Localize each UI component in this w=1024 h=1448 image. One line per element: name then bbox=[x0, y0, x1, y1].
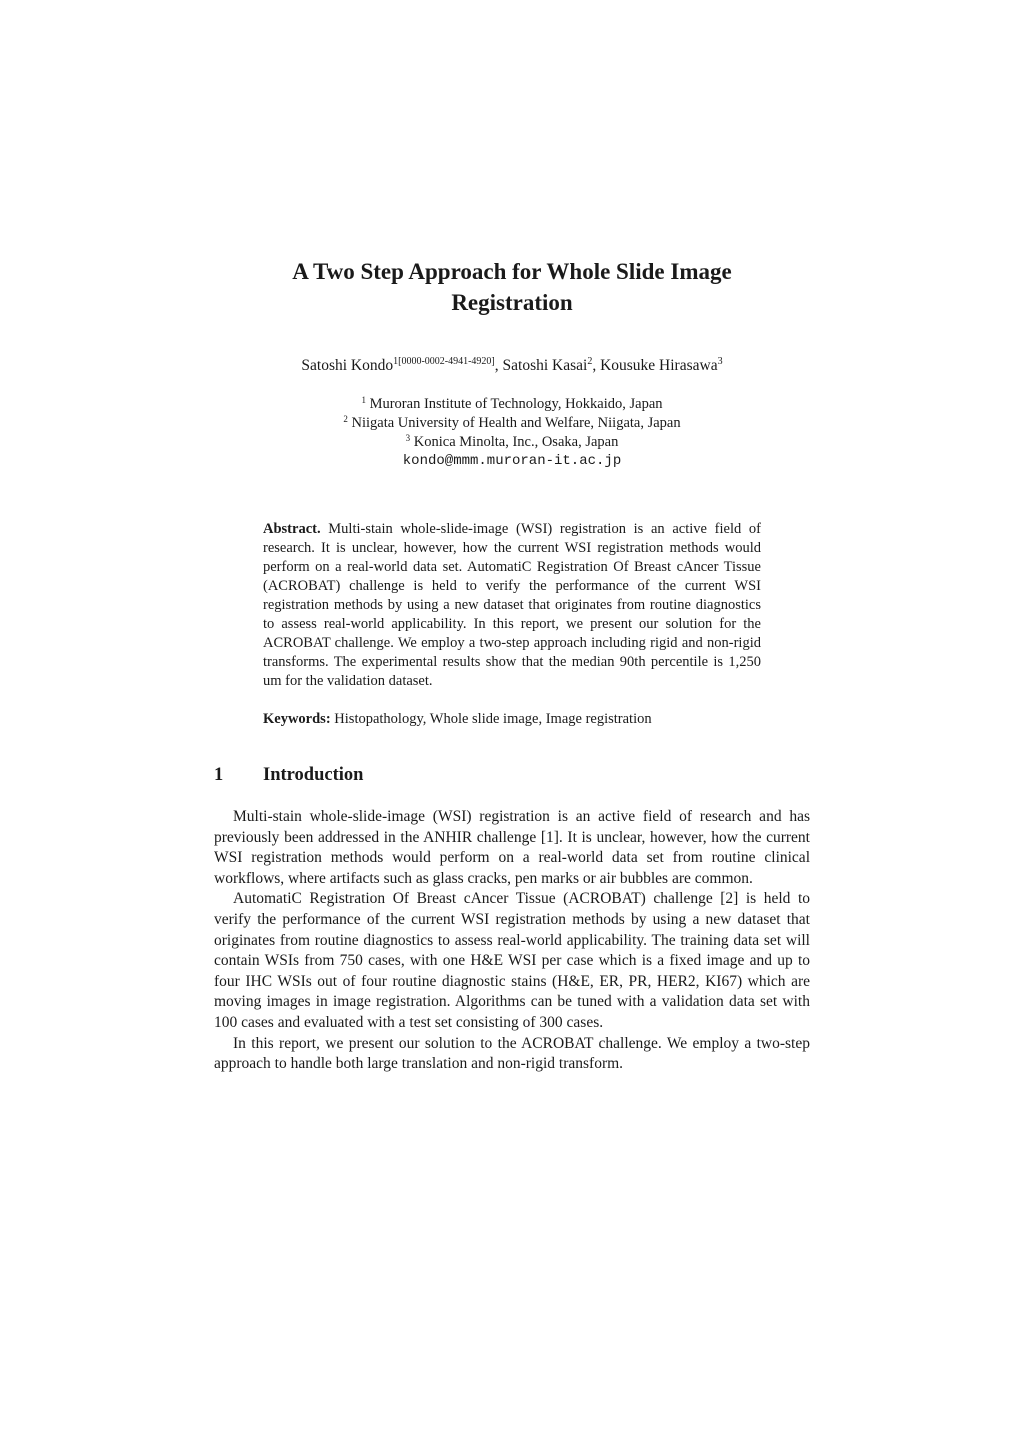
author-separator: , bbox=[494, 357, 503, 374]
affiliation-item bbox=[212, 433, 812, 452]
keywords bbox=[263, 710, 761, 729]
author-affiliation-mark: 1[0000-0002-4941-4920] bbox=[393, 356, 495, 367]
affiliation-item bbox=[212, 414, 812, 433]
contact-email: kondo@mmm.muroran-it.ac.jp bbox=[402, 453, 622, 469]
body-paragraph: In this report, we present our solution to the ACROBAT challenge. We employ a two-step approach to handle both large translation and non-rigid transform. bbox=[214, 1034, 810, 1073]
affiliation-text: Konica Minolta, Inc., Osaka, Japan bbox=[413, 434, 619, 450]
affiliation-number: 3 bbox=[405, 433, 411, 443]
author-list bbox=[212, 356, 812, 376]
title-line-1: A Two Step Approach for Whole Slide Image bbox=[292, 259, 732, 284]
abstract bbox=[263, 520, 761, 691]
affiliation-number: 1 bbox=[361, 395, 366, 405]
affiliation-text: Niigata University of Health and Welfare, Niigata, Japan bbox=[351, 415, 681, 431]
affiliation-item bbox=[212, 395, 812, 414]
paper-title bbox=[212, 256, 812, 318]
author-affiliation-mark: 2 bbox=[587, 356, 593, 367]
author-name: Satoshi Kondo bbox=[301, 357, 394, 374]
section-body bbox=[214, 807, 810, 1075]
body-paragraph: AutomatiC Registration Of Breast cAncer Tissue (ACROBAT) challenge [2] is held to verify the performance of the current WSI registration methods by using a new dataset that originates from routine diagnostics to assess real-world applicability. The training data set will contain WSIs from 750 cases, with one H&E WSI per case which is a fixed image and up to four IHC WSIs out of four routine diagnostic stains (H&E, ER, PR, HER2, KI67) which are moving images in image registration. Algorithms can be tuned with a validation data set with 100 cases and evaluated with a test set consisting of 300 cases. bbox=[214, 890, 810, 1031]
affiliation-number: 2 bbox=[343, 414, 348, 424]
author-name: Satoshi Kasai bbox=[502, 357, 588, 374]
keywords-label: Keywords: bbox=[263, 711, 331, 727]
section-title: Introduction bbox=[263, 765, 364, 785]
abstract-text: Multi-stain whole-slide-image (WSI) registration is an active field of research. It is unclear, however, how the current WSI registration methods would perform on a real-world data set. AutomatiC Registration Of Breast cAncer Tissue (ACROBAT) challenge is held to verify the performance of the current WSI registration methods by using a new dataset that originates from routine diagnostics to assess real-world applicability. In this report, we present our solution for the ACROBAT challenge. We employ a two-step approach including rigid and non-rigid transforms. The experimental results show that the median 90th percentile is 1,250 um for the validation dataset. bbox=[263, 521, 761, 689]
abstract-label: Abstract. bbox=[263, 521, 321, 537]
author-separator: , bbox=[592, 357, 601, 374]
title-line-2: Registration bbox=[451, 290, 573, 315]
author-name: Kousuke Hirasawa bbox=[600, 357, 718, 374]
author-affiliation-mark: 3 bbox=[717, 356, 723, 367]
section-number: 1 bbox=[214, 765, 224, 785]
section-heading bbox=[214, 763, 363, 787]
keywords-text: Histopathology, Whole slide image, Image registration bbox=[334, 711, 652, 727]
affiliation-list bbox=[212, 395, 812, 471]
affiliation-text: Muroran Institute of Technology, Hokkaido, Japan bbox=[369, 396, 663, 412]
body-paragraph: Multi-stain whole-slide-image (WSI) registration is an active field of research and has previously been addressed in the ANHIR challenge [1]. It is unclear, however, how the current WSI registration methods would perform on a real-world data set from routine clinical workflows, where artifacts such as glass cracks, pen marks or air bubbles are common. bbox=[214, 808, 810, 887]
